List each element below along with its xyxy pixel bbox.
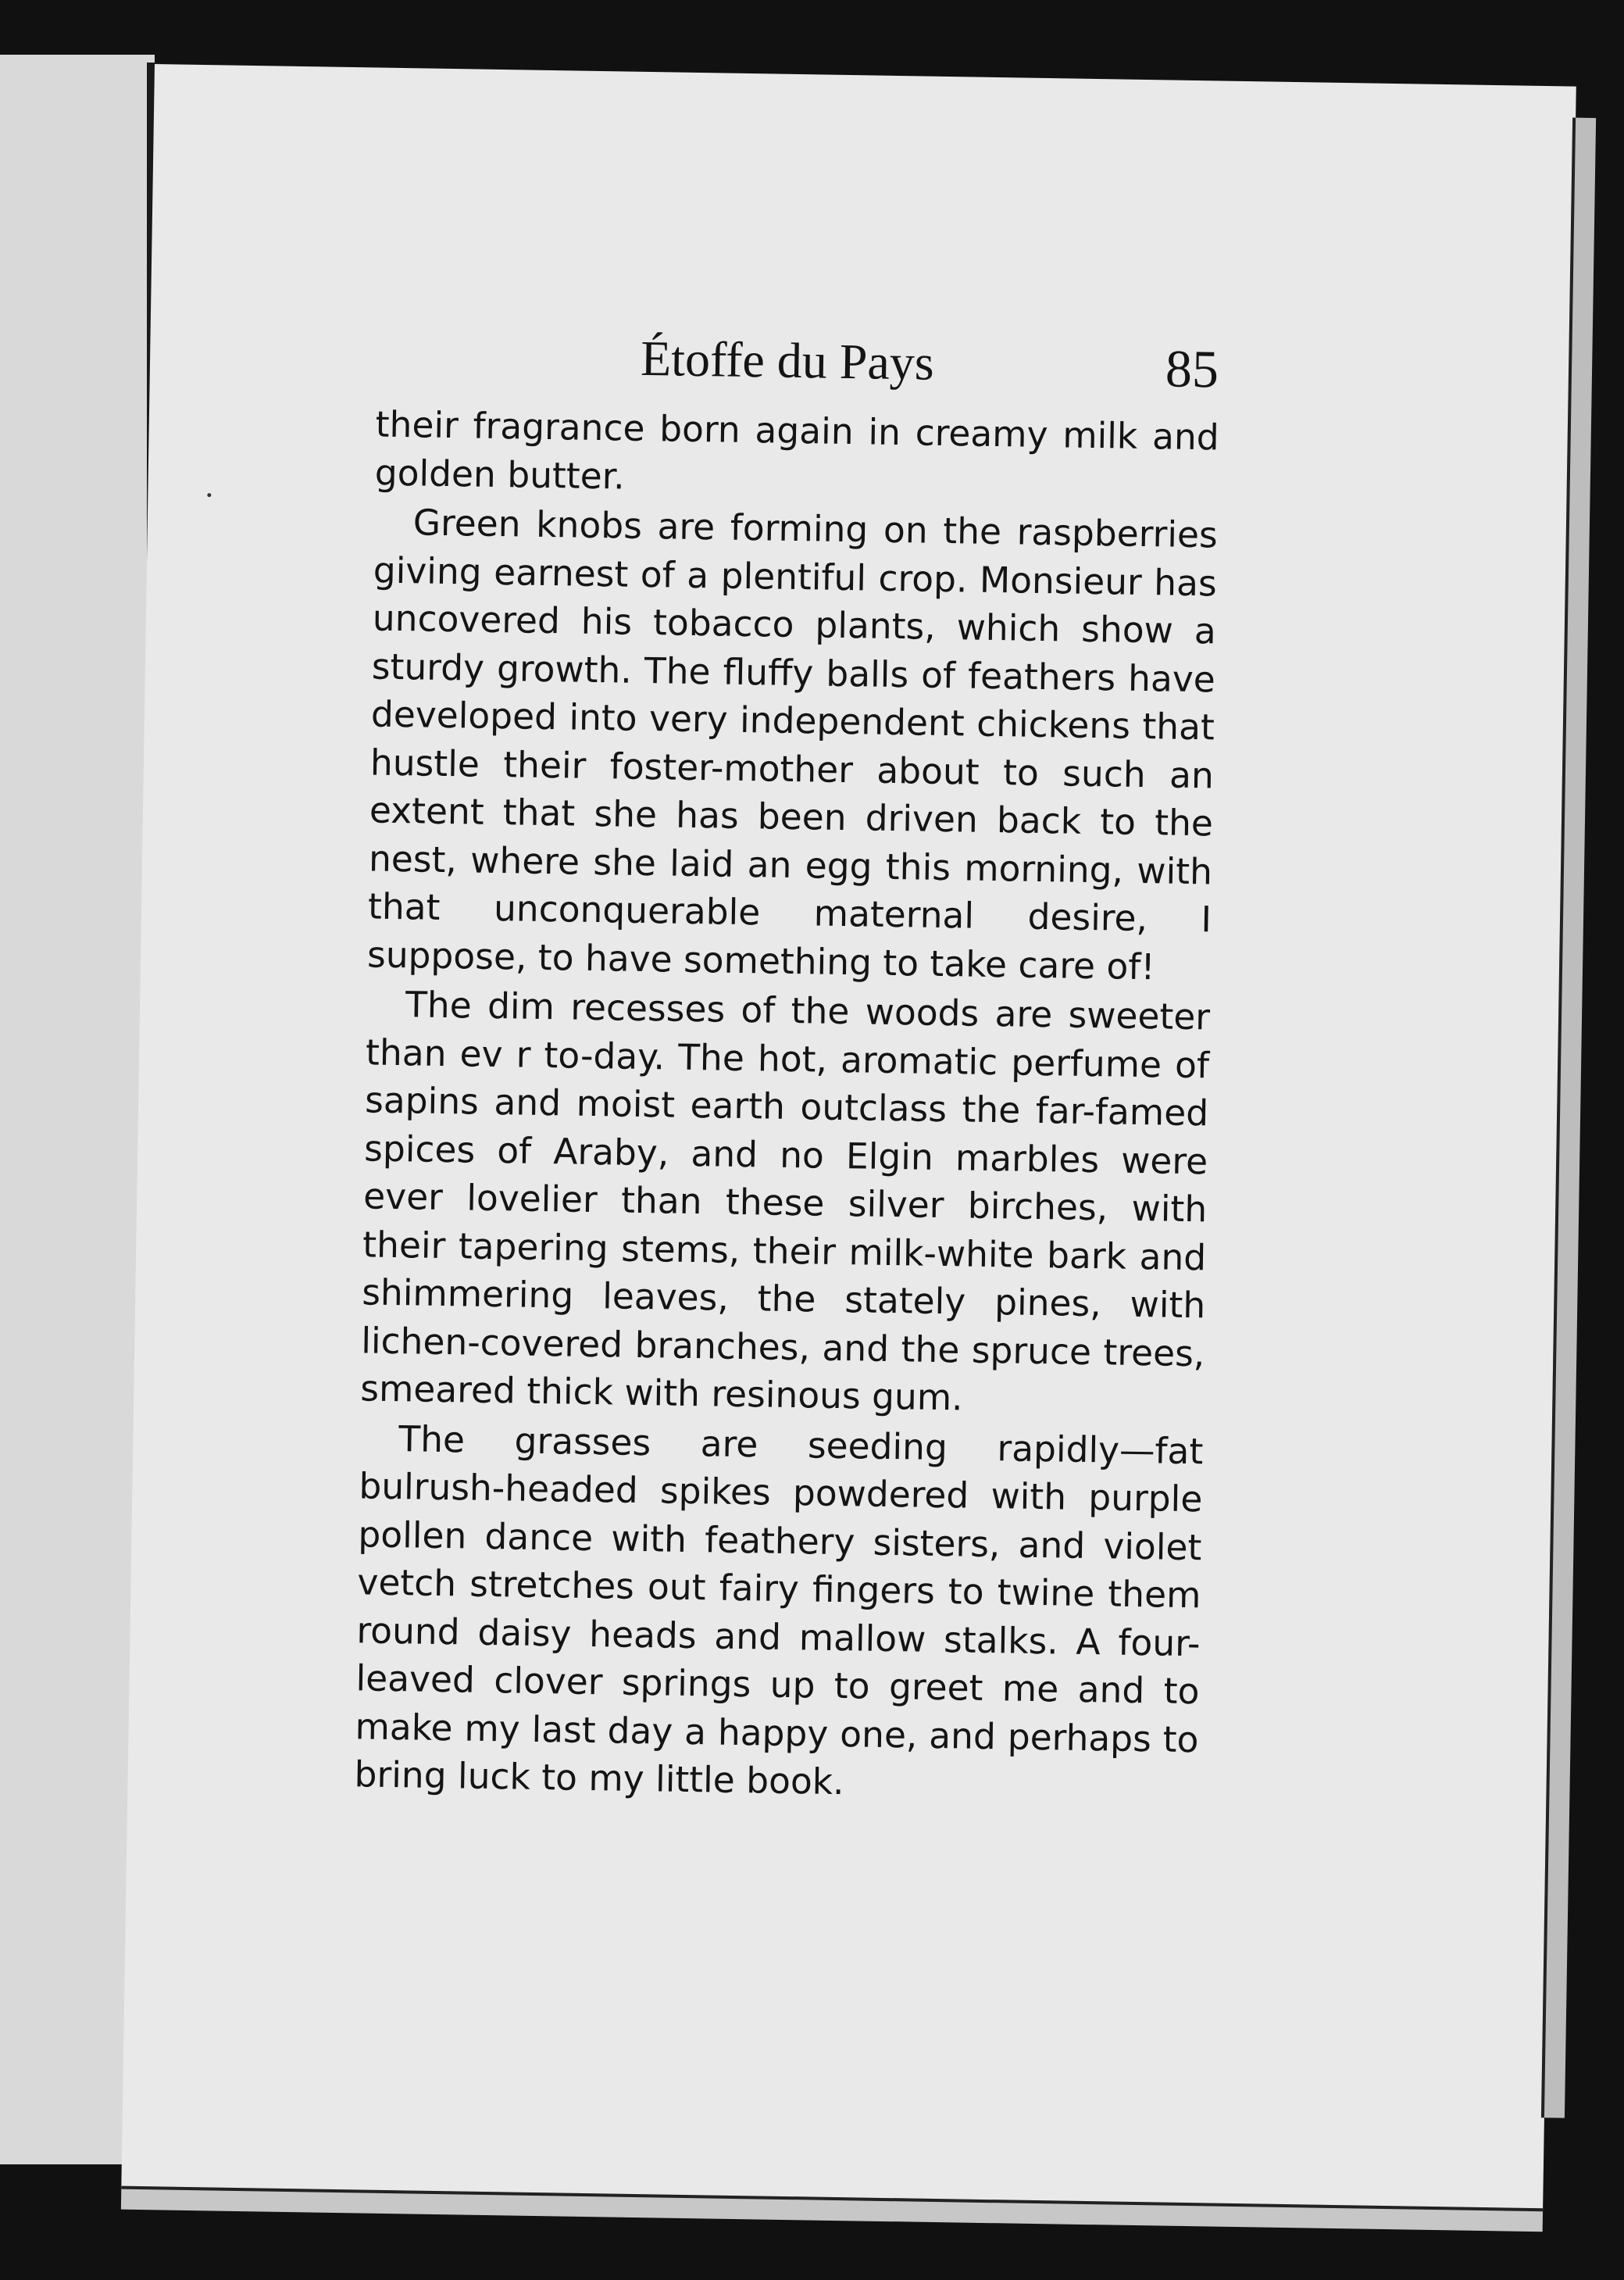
page-edge-right [1541,118,1596,2118]
book-page [121,64,1576,2211]
paragraph: The dim recesses of the woods are sweeter than ev r to-day. The hot, aromatic perfume of sapins and moist earth outclass the far-famed spices of Araby, and no Elgin marbles were ever lovelier than these silver birches, with their tapering stems, their milk-white bark and shimmering leaves, the stately pines, with lichen-covered branches, and the spruce trees, smeared thick with resinous gum. [359,984,1211,1419]
scan-speck [207,493,211,497]
paragraph-continued: their fragrance born again in creamy milk and golden butter. [374,403,1220,498]
paragraph: The grasses are seeding rapidly—fat bulrush-headed spikes powdered with purple pollen dance with feathery sisters, and violet vetch stretches out fairy fingers to twine them round daisy heads and mallow stalks. A four-leaved clover springs up to greet me and to make my last day a happy one, and perhaps to bring luck to my little book. [354,1417,1204,1803]
paragraph: Green knobs are forming on the raspberries giving earnest of a plentiful crop. Monsieur has uncovered his tobacco plants, which show a sturdy growth. The fluffy balls of feathers have developed into very independent chickens that hustle their foster-mother about to such an extent that she has been driven back to the nest, where she laid an egg this morning, with that unconquerable maternal desire, I suppose, to have something to take care of! [366,502,1219,988]
page-edge-bottom [121,2186,1543,2232]
page-number: 85 [1165,338,1219,399]
running-title: Étoffe du Pays [640,330,935,391]
body-text [354,401,1219,1812]
running-head [151,322,1237,399]
